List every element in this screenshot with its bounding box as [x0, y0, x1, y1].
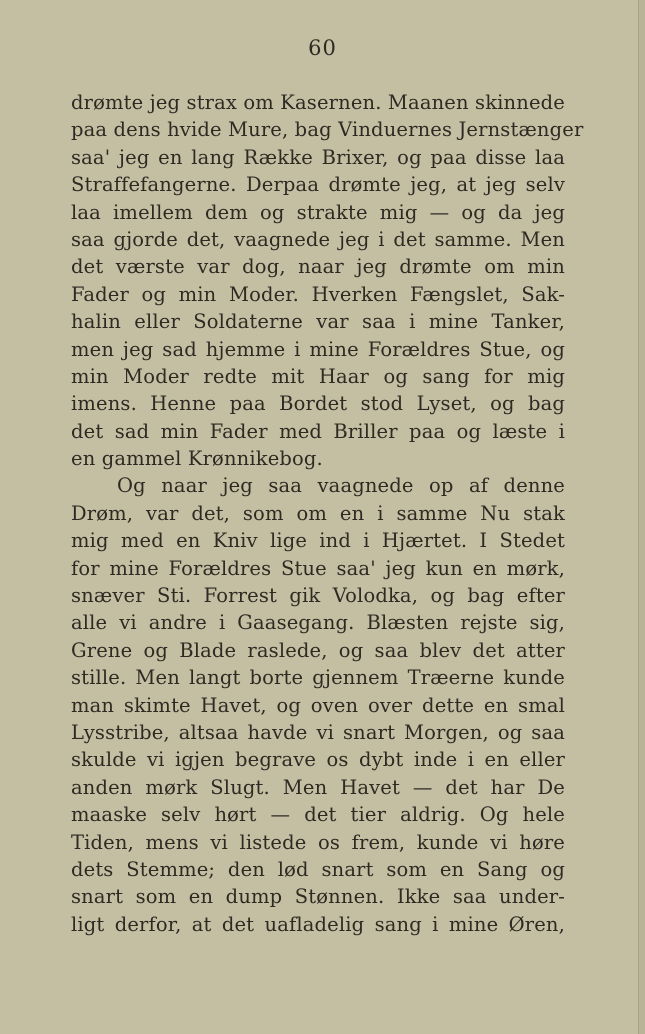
text-line: saa gjorde det, vaagnede jeg i det samme. Men: [71, 227, 565, 251]
text-line: snart som en dump Stønnen. Ikke saa under-: [71, 885, 565, 909]
text-line: imens. Henne paa Bordet stod Lyset, og bag: [71, 392, 565, 416]
page-number: 60: [308, 36, 337, 60]
page-edge: [638, 0, 645, 1034]
text-line: min Moder redte mit Haar og sang for mig: [71, 364, 565, 388]
text-line: stille. Men langt borte gjennem Træerne kunde: [71, 666, 565, 690]
text-line: det sad min Fader med Briller paa og læste i: [71, 419, 565, 443]
text-line: anden mørk Slugt. Men Havet — det har De: [71, 775, 565, 799]
text-line: halin eller Soldaterne var saa i mine Tanker,: [71, 310, 565, 334]
text-line: laa imellem dem og strakte mig — og da jeg: [71, 200, 565, 224]
text-line: saa' jeg en lang Række Brixer, og paa disse laa: [71, 145, 565, 169]
text-line: man skimte Havet, og oven over dette en smal: [71, 693, 565, 717]
text-line: Fader og min Moder. Hverken Fængslet, Sak-: [71, 282, 565, 306]
text-line: maaske selv hørt — det tier aldrig. Og hele: [71, 803, 565, 827]
text-line: Straffefangerne. Derpaa drømte jeg, at jeg selv: [71, 173, 565, 197]
text-line: Og naar jeg saa vaagnede op af denne: [117, 474, 565, 498]
text-line: snæver Sti. Forrest gik Volodka, og bag efter: [71, 584, 565, 608]
text-line: men jeg sad hjemme i mine Forældres Stue, og: [71, 337, 565, 361]
body-text: [71, 89, 584, 938]
text-line: Grene og Blade raslede, og saa blev det atter: [71, 638, 565, 662]
text-line: drømte jeg strax om Kasernen. Maanen skinnede: [71, 91, 565, 114]
text-line: en gammel Krønnikebog.: [71, 447, 323, 471]
text-line: det værste var dog, naar jeg drømte om min: [71, 255, 565, 279]
text-line: skulde vi igjen begrave os dybt inde i en eller: [71, 748, 565, 772]
text-line: paa dens hvide Mure, bag Vinduernes Jernstænger: [71, 118, 584, 142]
text-line: alle vi andre i Gaasegang. Blæsten rejste sig,: [71, 611, 565, 635]
text-line: mig med en Kniv lige ind i Hjærtet. I Stedet: [71, 529, 565, 553]
text-line: Tiden, mens vi listede os frem, kunde vi høre: [71, 830, 565, 854]
text-line: ligt derfor, at det uafladelig sang i mine Øren,: [71, 912, 565, 936]
text-line: for mine Forældres Stue saa' jeg kun en mørk,: [71, 556, 565, 580]
text-line: Lysstribe, altsaa havde vi snart Morgen, og saa: [71, 720, 565, 744]
text-line: Drøm, var det, som om en i samme Nu stak: [71, 501, 565, 525]
text-line: dets Stemme; den lød snart som en Sang og: [71, 857, 565, 881]
